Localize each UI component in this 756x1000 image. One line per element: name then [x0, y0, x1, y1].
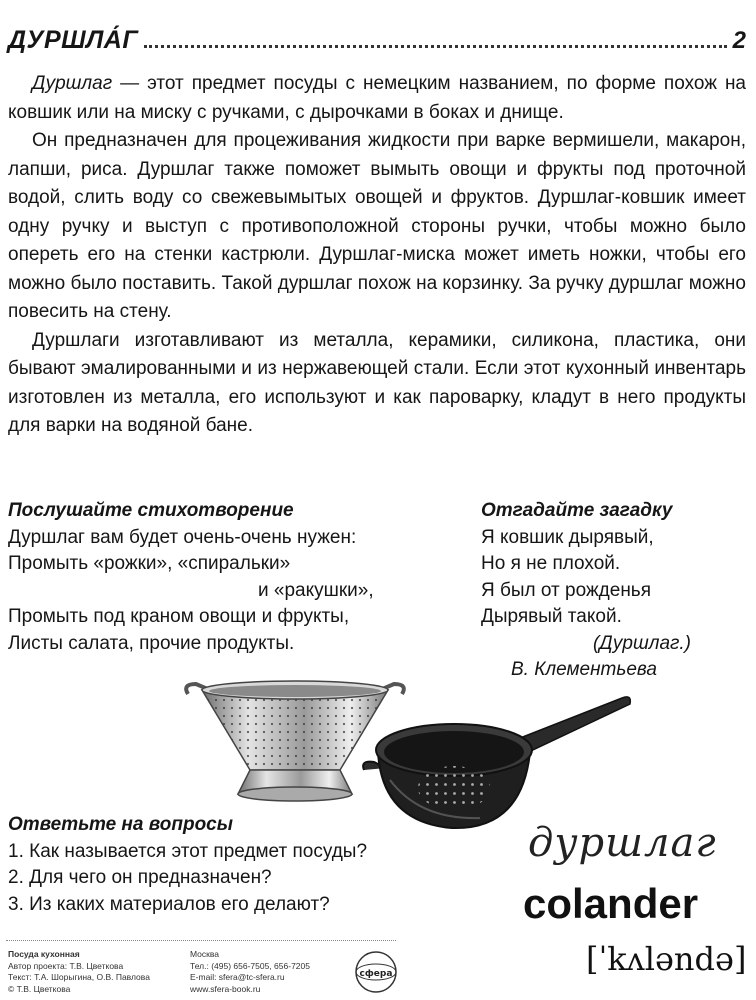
title-leader-dots [144, 44, 726, 48]
riddle-line: Дырявый такой. [481, 606, 622, 627]
publisher-logo [354, 950, 398, 994]
header [8, 26, 746, 60]
poem-section [8, 498, 448, 657]
riddle-line: Я ковшик дырявый, [481, 526, 654, 548]
footer-credits [8, 949, 150, 995]
article-paragraph: Он предназначен для процеживания жидкости при варке вермишели, макарон, лапши, риса. Дуршлаг также поможет вымыть овощи и фрукты под проточной водой, слить воду со свежевымытых овощей и фруктов. Дуршлаг-ковшик имеет одну ручку и выступ с противоположной стороны ручки, чтобы можно было опереть его на стенки кастрюли. Дуршлаг-миска может иметь ножки, чтобы его можно было поставить. Такой дуршлаг похож на корзинку. За ручку дуршлаг можно повесить на стену. [8, 130, 746, 322]
footer-phone: Тел.: (495) 656-7505, 656-7205 [190, 960, 310, 971]
riddle-answer: (Дуршлаг.) [592, 632, 691, 654]
riddle-line: Но я не плохой. [481, 553, 621, 574]
questions-list [8, 839, 448, 919]
riddle-section [481, 498, 741, 684]
article-term: Дуршлаг [32, 73, 113, 94]
footer-author: Автор проекта: Т.В. Цветкова [8, 960, 124, 971]
footer-text-authors: Текст: Т.А. Шорыгина, О.В. Павлова [8, 972, 150, 982]
footer-divider [6, 940, 396, 941]
riddle-line: Я был от рожденья [481, 579, 651, 601]
article-paragraph: Дуршлаги изготавливают из металла, керамики, силикона, пластика, они бывают эмалированными и из нержавеющей стали. Если этот кухонный инвентарь изготовлен из металла, его используют и как пароварку, кладут в него продукты для варки на водяной бане. [8, 329, 746, 436]
riddle-heading: Отгадайте загадку [481, 500, 673, 521]
poem-heading: Послушайте стихотворение [8, 500, 294, 521]
english-word: colander [523, 880, 699, 927]
footer-email: E-mail: sfera@tc-sfera.ru [190, 972, 285, 982]
footer-site: www.sfera-book.ru [190, 983, 261, 994]
poem-line: Промыть «рожки», «спиральки» [8, 553, 291, 574]
page-title: ДУРШЛА́Г [8, 26, 139, 54]
poem-line: Дуршлаг вам будет очень-очень нужен: [8, 526, 357, 548]
publisher-logo-text: сфера [359, 969, 393, 979]
poem-line: Промыть под краном овощи и фрукты, [8, 606, 350, 627]
footer-city: Москва [190, 949, 220, 959]
question-item: 2. Для чего он предназначен? [8, 867, 272, 888]
questions-heading: Ответьте на вопросы [8, 814, 233, 835]
article-paragraph: Дуршлаг — этот предмет посуды с немецким названием, по форме похож на ковшик или на миску с ручками, с дырочками в боках и днище. [8, 73, 746, 123]
cursive-word: дуршлаг [528, 820, 717, 866]
poem-line: и «ракушки», [258, 579, 374, 601]
footer-copyright: © Т.В. Цветкова [8, 983, 71, 994]
questions-section [8, 812, 448, 918]
poem-line: Листы салата, прочие продукты. [8, 632, 295, 654]
question-item: 3. Из каких материалов его делают? [8, 893, 330, 915]
transcription: [ˈkʌləndə] [586, 940, 747, 978]
article [8, 70, 746, 441]
question-item: 1. Как называется этот предмет посуды? [8, 840, 368, 862]
riddle-author: В. Клементьева [511, 659, 657, 680]
footer-book-title: Посуда кухонная [8, 949, 80, 959]
page-number: 2 [732, 27, 746, 54]
footer-contacts [190, 949, 310, 995]
